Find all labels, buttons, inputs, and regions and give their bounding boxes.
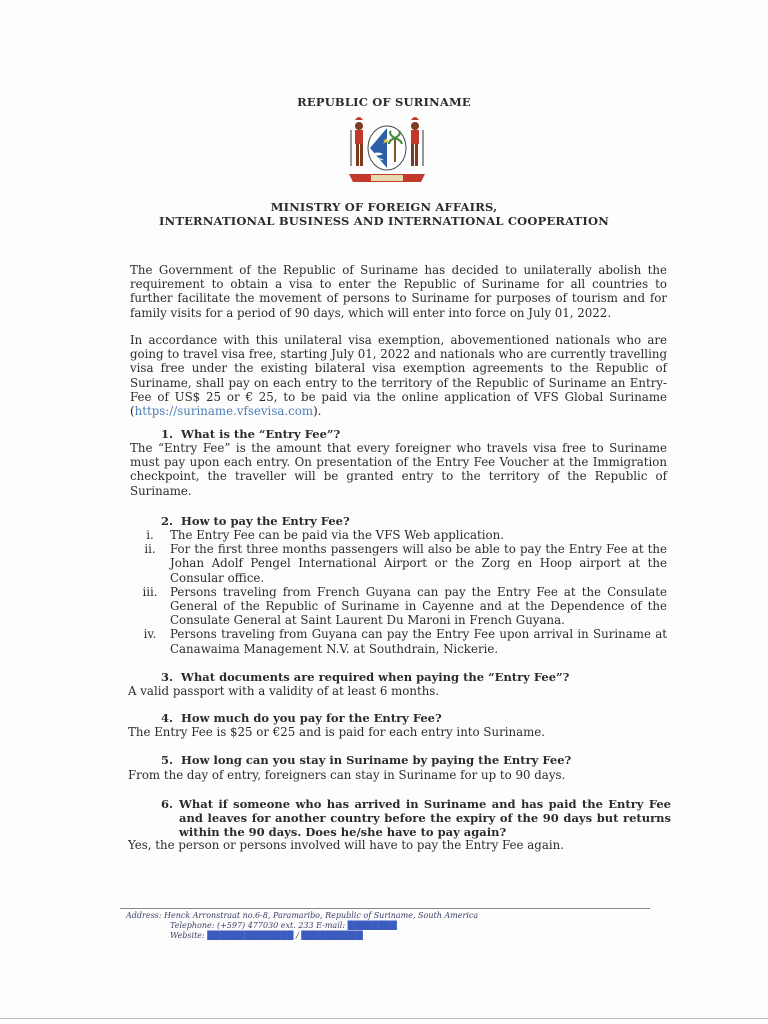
question-5-text: How long can you stay in Suriname by paying the Entry Fee? (181, 753, 572, 767)
question-6-number: 6. (161, 797, 174, 811)
question-4-number: 4. (161, 711, 174, 725)
list-item (130, 542, 667, 585)
page-bottom-edge (0, 1018, 768, 1019)
intro-paragraph-2-text: In accordance with this unilateral visa exemption, abovementioned nationals who are going to travel visa free, starting July 01, 2022 and nationals who are currently travelling visa free under the existing bilateral visa exemption agreements to the Republic of Suriname, shall pay on each entry to the territory of the Republic of Suriname an Entry-Fee of US$ 25 or € 25, to be paid via the online application of VFS Global Suriname ( (130, 333, 667, 419)
question-5-number: 5. (161, 753, 174, 767)
footer-website-link-1[interactable]: ██████████████ (207, 931, 294, 940)
list-item (130, 528, 667, 542)
footer-contact-line (126, 921, 646, 931)
question-1-text: What is the “Entry Fee”? (181, 427, 341, 441)
list-marker: iv. (143, 627, 157, 642)
answer-1: The “Entry Fee” is the amount that every foreigner who travels visa free to Suriname must pay upon each entry. On presentation of the Entry Fee Voucher at the Immigration checkpoint, the traveller will be granted entry to the territory of the Republic of Suriname. (130, 441, 667, 498)
intro-paragraph-2-end: ). (313, 404, 322, 419)
list-item (130, 627, 667, 655)
list-item (130, 585, 667, 628)
answer-4: The Entry Fee is $25 or €25 and is paid for each entry into Suriname. (128, 725, 546, 739)
ministry-title-line1: MINISTRY OF FOREIGN AFFAIRS, (270, 200, 498, 214)
question-1-number: 1. (161, 427, 174, 441)
answer-5: From the day of entry, foreigners can stay in Suriname for up to 90 days. (128, 768, 566, 782)
ministry-title-line2: INTERNATIONAL BUSINESS AND INTERNATIONAL COOPERATION (159, 214, 609, 228)
vfs-link[interactable]: https://suriname.vfsevisa.com (134, 404, 314, 419)
question-2 (161, 514, 350, 528)
question-6 (161, 797, 671, 839)
shield (368, 126, 406, 170)
left-supporter-figure (351, 117, 363, 166)
question-6-text: What if someone who has arrived in Suriname and has paid the Entry Fee and leaves for another country before the expiry of the 90 days but returns within the 90 days. Does he/she have to pay again? (179, 797, 671, 839)
intro-paragraph-2 (130, 333, 667, 418)
answer-3: A valid passport with a validity of at least 6 months. (128, 684, 440, 698)
intro-paragraph-1: The Government of the Republic of Suriname has decided to unilaterally abolish the requirement to obtain a visa to enter the Republic of Suriname for all countries to further facilitate the movement of persons to Suriname for purposes of tourism and for family visits for a period of 90 days, which will enter into force on July 01, 2022. (130, 263, 667, 320)
question-3 (161, 670, 569, 684)
footer-divider (120, 908, 650, 909)
footer-website-link-2[interactable]: ██████████ (301, 931, 363, 940)
coat-of-arms (345, 116, 429, 188)
list-item-text: For the first three months passengers will also be able to pay the Entry Fee at the Johan Adolf Pengel International Airport or the Zorg en Hoop airport at the Consular office. (170, 542, 667, 585)
list-item-text: Persons traveling from French Guyana can pay the Entry Fee at the Consulate General of the Republic of Suriname in Cayenne and at the Dependence of the Consulate General at Saint Laurent Du Maroni in French Guyana. (170, 584, 667, 628)
list-item-text: Persons traveling from Guyana can pay the Entry Fee upon arrival in Suriname at Canawaima Management N.V. at Southdrain, Nickerie. (170, 627, 667, 656)
footer-email-link[interactable]: ████████ (347, 921, 397, 930)
footer-website-line: Website: ██████████████ / ██████████ (170, 931, 363, 940)
question-5 (161, 753, 571, 767)
right-supporter-figure (411, 117, 423, 166)
motto-ribbon (349, 174, 425, 182)
question-3-text: What documents are required when paying the “Entry Fee”? (181, 670, 570, 684)
list-marker: i. (146, 528, 154, 542)
list-item-text: The Entry Fee can be paid via the VFS Web application. (170, 528, 504, 542)
question-2-text: How to pay the Entry Fee? (181, 514, 350, 528)
footer-address: Address: Henck Arronstraat no.6-8, Paramaribo, Republic of Suriname, South America (126, 911, 479, 920)
country-title: REPUBLIC OF SURINAME (297, 95, 471, 109)
question-1 (161, 427, 340, 441)
list-marker: ii. (144, 542, 156, 557)
list-marker: iii. (142, 584, 158, 599)
question-4 (161, 711, 442, 725)
question-2-number: 2. (161, 514, 174, 528)
question-3-number: 3. (161, 670, 174, 684)
answer-6: Yes, the person or persons involved will have to pay the Entry Fee again. (128, 838, 564, 852)
footer-website-label: Website: (170, 931, 205, 940)
footer (126, 911, 646, 941)
payment-methods-list (130, 528, 667, 656)
question-4-text: How much do you pay for the Entry Fee? (181, 711, 442, 725)
footer-telephone: Telephone: (+597) 477030 ext. 233 E-mail: (170, 921, 346, 930)
